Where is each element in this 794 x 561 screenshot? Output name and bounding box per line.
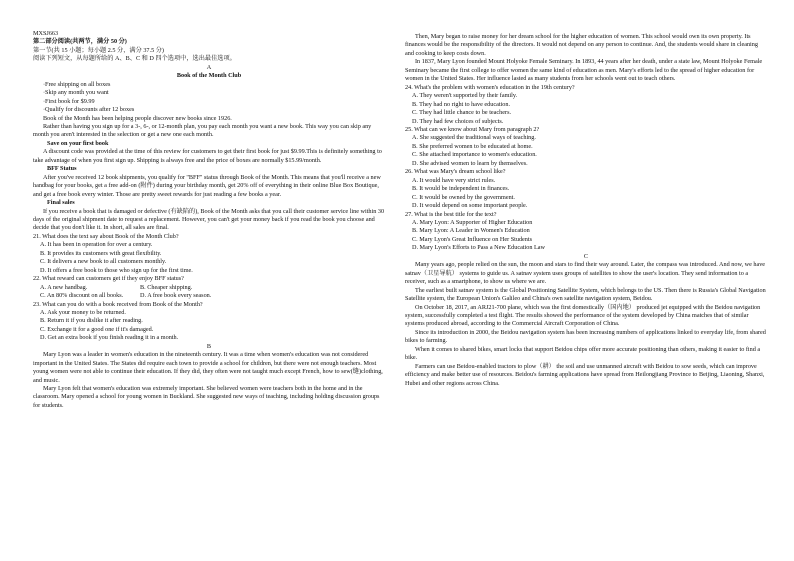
paragraph: Then, Mary began to raise money for her dream school for the higher education of women. This school would own its own property. Its finances would be the responsibility of the directors. It would not depend on any person to continue. And, the students would share in cleaning and cooking to keep costs down.	[405, 33, 758, 57]
option: D. Get an extra book if you finish reading it in a month.	[40, 334, 179, 342]
passage-a-title: Book of the Month Club	[176, 72, 242, 80]
option: B. They had no right to have education.	[412, 100, 511, 108]
paragraph: Many years ago, people relied on the sun, the moon and stars to find their way around. Later, the compass was introduced. And now, we have satnav（卫星导航） systems to guide us. A satnav system uses groups of satellites to show the user's location. They send information to a receiver, such as a smartphone, to show us where we are.	[405, 261, 766, 286]
option-row	[33, 292, 385, 300]
option: A. She suggested the traditional ways of teaching.	[412, 134, 536, 142]
option: A. Ask your money to be returned.	[40, 308, 126, 316]
paragraph: Mary Lyon was a leader in women's education in the nineteenth century. It was a time when women's education was not considered important in the United States. The States did require each town to provide a school for children, but there were not enough teachers. Most young women were not able to continue their education. If they did, they often were not taught much except French, how to sew(缝)clothing, and music.	[33, 351, 383, 384]
option: A. They weren't supported by their family.	[412, 92, 518, 100]
question: 25. What can we know about Mary from paragraph 2?	[405, 125, 540, 133]
bullet-item: ·First book for $9.99	[43, 97, 95, 105]
section-heading: 第一节(共 15 小题；每小题 2.5 分，满分 37.5 分)	[33, 46, 164, 54]
option: B. It provides its customers with great flexibility.	[40, 249, 162, 257]
option: C. She attached importance to women's education.	[412, 151, 537, 159]
subheading: BFF Status	[47, 165, 77, 173]
subheading: Final sales	[47, 199, 75, 207]
paragraph: Since its introduction in 2000, the Beidou navigation system has been increasing numbers of applications linked to everyday life, from shared bikes to farming.	[405, 328, 766, 345]
option: D. It offers a free book to those who sign up for the first time.	[40, 266, 193, 274]
option: B. Mary Lyon: A Leader in Women's Education	[412, 227, 530, 235]
paragraph: In 1837, Mary Lyon founded Mount Holyoke Female Seminary. In 1893, 44 years after her death, under a state law, Mount Holyoke Female Seminary became the first college to offer women the same kind of education as men. Mary's efforts led to the spread of higher education for women in the United States. Her influence lasted as many students from her schools went out to teach others.	[405, 58, 763, 83]
instruction: 阅读下列短文，从每题所给的 A、B、C 和 D 四个选项中，选出最佳选项。	[33, 55, 236, 63]
paragraph: Mary Lyon felt that women's education was extremely important. She believed women were teachers both in the home and in the classroom. Mary opened a school for young women in Buckland. She suggested new ways of teaching, including holding discussion groups for students.	[33, 385, 380, 409]
question: 27. What is the best title for the text?	[405, 210, 497, 218]
option: C. Mary Lyon's Great Influence on Her Students	[412, 235, 533, 243]
bullet-item: ·Skip any month you want	[43, 89, 109, 97]
question: 21. What does the text say about Book of the Month Club?	[33, 232, 179, 240]
question: 24. What's the problem with women's education in the 19th century?	[405, 83, 575, 91]
option: C. Exchange it for a good one if it's damaged.	[40, 325, 154, 333]
paragraph: After you've received 12 book shipments, you qualify for "BFF" status through Book of the Month. This means that you'll receive a new handbag for your books, get a free add-on (附件) during your birthday month, get 20% off of everything in their online Blue Box Boutique, and get a free book every winter. Those are pretty sweet rewards for just reading a few books a year.	[33, 173, 381, 198]
paragraph: The earliest built satnav system is the Global Positioning Satellite System, which belongs to the US. Then there is Russia's Global Navigation Satellite system, the European Union's Galileo and China's own satellite navigation system, Beidou.	[405, 286, 766, 303]
option: D. A free book every season.	[140, 292, 212, 300]
option: B. It would be independent in finances.	[412, 185, 510, 193]
option: A. It would have very strict rules.	[412, 176, 496, 184]
option: B. She preferred women to be educated at home.	[412, 142, 533, 150]
option-row	[33, 284, 385, 292]
option: B. Cheaper shipping.	[140, 283, 193, 291]
option: D. They had few choices of subjects.	[412, 117, 504, 125]
bullet-item: ·Free shipping on all boxes	[43, 80, 111, 88]
paragraph: Farmers can use Beidou-enabled tractors to plow（耕） the soil and use unmanned aircraft with Beidou to sow seeds, which can improve efficiency and make better use of resources. Beidou's farming applications have spread from Heilongjiang Province to Beijing, Liaoning, Shanxi, Hubei and other regions across China.	[405, 362, 765, 387]
exam-code: MXSJ663	[33, 30, 59, 37]
paragraph: Book of the Month has been helping people discover new books since 1926.	[43, 114, 232, 122]
paragraph: When it comes to shared bikes, smart locks that support Beidou chips offer more accurate positioning than others, making it easier to find a bike.	[405, 345, 761, 362]
option: C. It would be owned by the government.	[412, 193, 515, 201]
paragraph: If you receive a book that is damaged or defective (有缺陷的), Book of the Month asks that you call their customer service line within 30 days of the original shipment date to request a replacement. However, you can't get your money back if you read the book you choose and decide that you don't like it. In short, all sales are final.	[33, 207, 385, 232]
option: A. It has been in operation for over a century.	[40, 241, 153, 249]
question: 26. What was Mary's dream school like?	[405, 168, 506, 176]
right-column	[405, 33, 767, 388]
option: D. Mary Lyon's Efforts to Pass a New Education Law	[412, 244, 545, 252]
passage-a-letter: A	[206, 63, 212, 71]
passage-b-letter: B	[206, 342, 212, 350]
subheading: Save on your first book	[47, 139, 109, 147]
left-column	[33, 30, 385, 410]
question: 23. What can you do with a book received from Book of the Month?	[33, 300, 203, 308]
option: C. They had little chance to be teachers.	[412, 109, 512, 117]
question: 22. What reward can customers get if they enjoy BFF status?	[33, 275, 184, 283]
option: D. She advised women to learn by themselves.	[412, 159, 528, 167]
paragraph: Rather than having you sign up for a 3-, 6-, or 12-month plan, you pay each month you want a new book. This way you can skip any month you aren't interested in the selection or get a new one each month.	[33, 122, 372, 139]
option: B. Return it if you dislike it after reading.	[40, 317, 143, 325]
paragraph: On October 18, 2017, an ARJ21-700 plane, which was the first domestically（国内地） produced jet equipped with the Beidou navigation system, successfully completed a test flight. The results showed the performance of the system developed by China matches that of similar systems produced abroad, according to the Commercial Aircraft Corporation of China.	[405, 303, 761, 328]
option: D. It would depend on some important people.	[412, 202, 528, 210]
part-heading: 第二部分阅读(共两节，满分 50 分)	[33, 38, 127, 46]
option: A. Mary Lyon: A Supporter of Higher Education	[412, 218, 533, 226]
passage-c-letter: C	[583, 252, 589, 260]
option: C. An 80% discount on all books.	[40, 292, 124, 300]
bullet-item: ·Qualify for discounts after 12 boxes	[43, 106, 135, 114]
paragraph: A discount code was provided at the time of this review for customers to get their first book for just $9.99.This is definitely something to take advantage of when you first sign up. Shipping is always free and the price of boxes are normally $15.99/month.	[33, 148, 382, 164]
option: A. A new handbag.	[40, 283, 88, 291]
option: C. It delivers a new book to all customers monthly.	[40, 258, 167, 266]
